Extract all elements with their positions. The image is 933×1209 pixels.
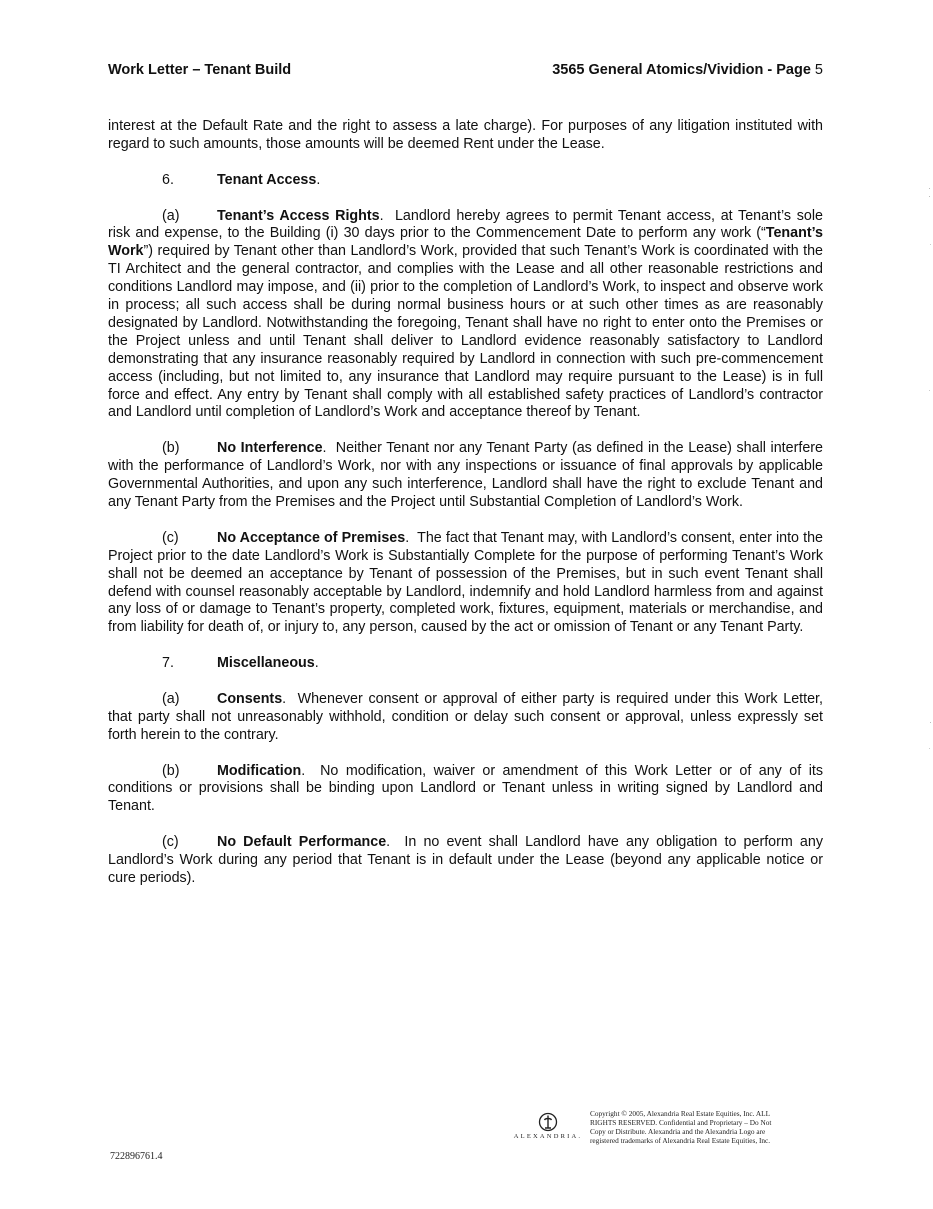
- page-header: [108, 62, 823, 82]
- section-6-heading: 6. Tenant Access.: [162, 171, 321, 188]
- clause-6c: (c) No Acceptance of Premises. The fact that Tenant may, with Landlord’s consent, enter into the Project prior to the date Landlord’s Work is Substantially Complete for the purpose of performing Tenant’s Work shall not be deemed an acceptance by Tenant of possession of the Premises, but in such event Tenant shall defend with counsel reasonably acceptable by Landlord, indemnify and hold Landlord harmless from and against any loss of or damage to Tenant’s property, completed work, fixtures, equipment, materials or merchandise, and from liability for death of, or injury to, any person, caused by the act or omission of Tenant or any Tenant Party.: [108, 529, 823, 636]
- clause-number: (c): [162, 529, 179, 546]
- copyright-line: Copyright © 2005, Alexandria Real Estate Equities, Inc. ALL: [590, 1109, 771, 1118]
- header-page-info: [552, 62, 823, 78]
- section-title: Miscellaneous: [217, 655, 315, 672]
- clause-number: (a): [162, 690, 180, 707]
- clause-7c: (c) No Default Performance. In no event shall Landlord have any obligation to perform any Landlord’s Work during any period that Tenant is in default under the Lease (beyond any applicable notice or cure periods).: [108, 834, 823, 886]
- clause-number: (c): [162, 834, 179, 851]
- logo-wordmark: ALEXANDRIA.: [513, 1133, 583, 1140]
- header-property: 3565 General Atomics/Vividion - Page: [552, 62, 815, 78]
- page-number: 5: [814, 62, 823, 78]
- defined-term: Tenant’s Work: [108, 225, 823, 260]
- section-number: 6.: [162, 171, 174, 188]
- clause-6b: (b) No Interference. Neither Tenant nor any Tenant Party (as defined in the Lease) shall interfere with the performance of Landlord’s Work, nor with any inspections or issuance of final approvals by applicable Governmental Authorities, and upon any such interference, Landlord shall have the right to exclude Tenant and any Tenant Party from the Premises and the Project until Substantial Completion of Landlord’s Work.: [108, 440, 823, 510]
- clause-text: Landlord hereby agrees to permit Tenant access, at Tenant’s sole risk and expense, to the Building (i) 30 days prior to the Commencement Date to perform any work (“: [108, 207, 823, 242]
- continuation-paragraph: interest at the Default Rate and the right to assess a late charge). For purposes of any litigation instituted with regard to such amounts, those amounts will be deemed Rent under the Lease.: [108, 118, 823, 152]
- clause-text: In no event shall Landlord have any obligation to perform any Landlord’s Work during any period that Tenant is in default under the Lease (beyond any applicable notice or cure periods).: [108, 834, 823, 886]
- clause-title: No Acceptance of Premises: [217, 529, 406, 546]
- clause-title: No Interference: [217, 440, 323, 457]
- clause-6a: (a) Tenant’s Access Rights. Landlord hereby agrees to permit Tenant access, at Tenant’s sole risk and expense, to the Building (i) 30 days prior to the Commencement Date to perform any work (“Tenant’s Work”) required by Tenant other than Landlord’s Work, provided that such Tenant’s Work is coordinated with the TI Architect and the general contractor, and complies with the Lease and all other reasonable restrictions and conditions Landlord may impose, and (ii) prior to the completion of Landlord’s Work, to inspect and observe work in process; all such access shall be during normal business hours or at such other times as are reasonably designated by Landlord. Notwithstanding the foregoing, Tenant shall have no right to enter onto the Premises or the Project unless and until Tenant shall deliver to Landlord evidence reasonably satisfactory to Landlord demonstrating that any insurance reasonably required by Landlord in connection with such pre-commencement access (including, but not limited to, any insurance that Landlord may require pursuant to the Lease) is in full force and effect. Any entry by Tenant shall comply with all established safety practices of Landlord’s contractor and Landlord until completion of Landlord’s Work and acceptance thereof by Tenant.: [108, 207, 823, 421]
- scan-specks: [921, 0, 933, 1209]
- copyright-notice: [590, 1109, 814, 1145]
- clause-title: Tenant’s Access Rights: [217, 207, 380, 224]
- header-title: Work Letter – Tenant Build: [108, 62, 292, 78]
- clause-title: Modification: [217, 762, 302, 779]
- copyright-line: registered trademarks of Alexandria Real Estate Equities, Inc.: [590, 1136, 771, 1145]
- clause-title: No Default Performance: [217, 834, 387, 851]
- clause-text: No modification, waiver or amendment of this Work Letter or of any of its conditions or provisions shall be binding upon Landlord or Tenant unless in writing signed by Landlord and Tenant.: [108, 762, 823, 815]
- clause-number: (b): [162, 440, 180, 457]
- copyright-line: Copy or Distribute. Alexandria and the Alexandria Logo are: [590, 1127, 766, 1136]
- clause-text: The fact that Tenant may, with Landlord’s consent, enter into the Project prior to the date Landlord’s Work is Substantially Complete for the purpose of performing Tenant’s Work shall not be deemed an acceptance by Tenant of possession of the Premises, but in such event Tenant shall defend with counsel reasonably acceptable by Landlord, indemnify and hold Landlord harmless from and against any loss of or damage to Tenant’s property, completed work, fixtures, equipment, materials or merchandise, and from liability for death of, or injury to, any person, caused by the act or omission of Tenant or any Tenant Party.: [108, 529, 823, 636]
- clause-text: Whenever consent or approval of either party is required under this Work Letter, that party shall not unreasonably withhold, condition or delay such consent or approval, unless expressly set forth herein to the contrary.: [108, 690, 824, 743]
- section-7-heading: 7. Miscellaneous.: [162, 655, 319, 672]
- clause-title: Consents: [217, 690, 283, 707]
- clause-number: (a): [162, 207, 180, 224]
- clause-text: Neither Tenant nor any Tenant Party (as defined in the Lease) shall interfere with the performance of Landlord’s Work, nor with any inspections or issuance of final approvals by applicable Governmental Authorities, and upon any such interference, Landlord shall have the right to exclude Tenant and any Tenant Party from the Premises and the Project until Substantial Completion of Landlord’s Work.: [108, 440, 823, 510]
- document-number: 722896761.4: [110, 1151, 163, 1162]
- clause-number: (b): [162, 762, 180, 779]
- alexandria-emblem-icon: [538, 1112, 558, 1132]
- copyright-line: RIGHTS RESERVED. Confidential and Proprietary – Do Not: [590, 1118, 772, 1127]
- section-title: Tenant Access: [217, 171, 317, 188]
- clause-7a: (a) Consents. Whenever consent or approval of either party is required under this Work Letter, that party shall not unreasonably withhold, condition or delay such consent or approval, unless expressly set forth herein to the contrary.: [108, 690, 824, 743]
- section-number: 7.: [162, 655, 174, 672]
- document-body: [108, 118, 823, 906]
- alexandria-logo: [510, 1112, 586, 1140]
- clause-text: ”) required by Tenant other than Landlord’s Work, provided that such Tenant’s Work is coordinated with the TI Architect and the general contractor, and complies with the Lease and all other reasonable restrictions and conditions Landlord may impose, and (ii) prior to the completion of Landlord’s Work, to inspect and observe work in process; all such access shall be during normal business hours or at such other times as are reasonably designated by Landlord. Notwithstanding the foregoing, Tenant shall have no right to enter onto the Premises or the Project unless and until Tenant shall deliver to Landlord evidence reasonably satisfactory to Landlord demonstrating that any insurance reasonably required by Landlord in connection with such pre-commencement access (including, but not limited to, any insurance that Landlord may require pursuant to the Lease) is in full force and effect. Any entry by Tenant shall comply with all established safety practices of Landlord’s contractor and Landlord until completion of Landlord’s Work and acceptance thereof by Tenant.: [108, 243, 823, 421]
- clause-7b: (b) Modification. No modification, waiver or amendment of this Work Letter or of any of its conditions or provisions shall be binding upon Landlord or Tenant unless in writing signed by Landlord and Tenant.: [108, 762, 823, 815]
